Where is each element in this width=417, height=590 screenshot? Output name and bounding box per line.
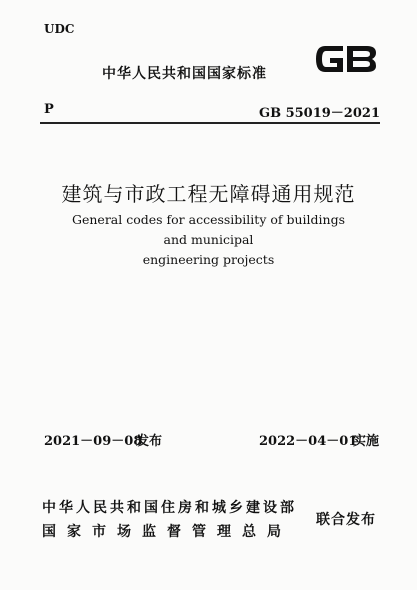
document-title-english — [60, 210, 357, 270]
issuer-ministry: 中华人民共和国住房和城乡建设部 — [42, 500, 297, 516]
document-title-chinese: 建筑与市政工程无障碍通用规范 — [61, 182, 356, 206]
publish-label: 发布 — [136, 434, 163, 449]
english-title-line-1: General codes for accessibility of buildings and municipal — [71, 212, 346, 247]
national-standard-label: 中华人民共和国国家标准 — [102, 66, 267, 82]
implement-label: 实施 — [353, 434, 380, 449]
publish-date: 2021－09－08 — [44, 434, 143, 449]
english-title-line-2: engineering projects — [142, 252, 275, 267]
implement-date: 2022－04－01 — [259, 434, 358, 449]
standard-number: GB 55019－2021 — [258, 106, 380, 121]
joint-issue-label: 联合发布 — [316, 512, 376, 528]
header-divider — [40, 122, 380, 124]
issuer-administration: 国家市场监督管理总局 — [42, 524, 292, 540]
gb-logo-icon — [313, 41, 379, 77]
classification-code: P — [44, 102, 54, 117]
udc-label: UDC — [44, 22, 75, 36]
